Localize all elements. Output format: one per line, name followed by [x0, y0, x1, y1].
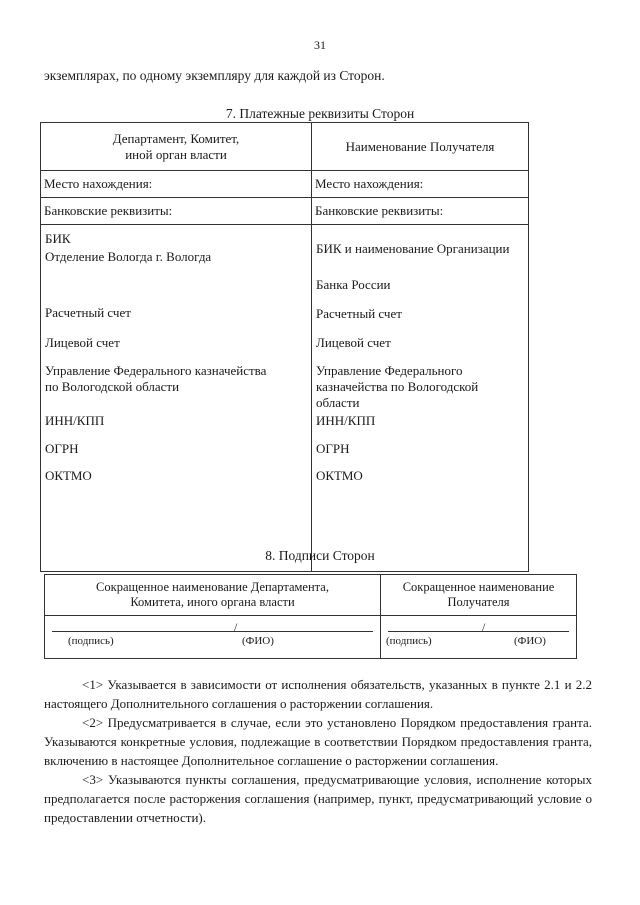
footnote-3: <3> Указываются пункты соглашения, предусматривающие условия, исполнение которых предполагается после расторжения соглашения (например, пункт, предусматривающий условие о предоставлении отчетности). [44, 772, 592, 825]
left-header-line1: Департамент, Комитет, [112, 130, 240, 146]
page-number: 31 [314, 38, 326, 52]
right-treasury-line3: области [316, 395, 360, 410]
sig-right-header-line2: Получателя [447, 595, 510, 609]
signature-left-header [45, 575, 381, 616]
left-treasury-line1: Управление Федерального казначейства [45, 363, 267, 378]
payment-left-header [41, 123, 312, 171]
right-bik-org: БИК и наименование Организации [316, 241, 510, 256]
left-account: Расчетный счет [45, 305, 131, 320]
signature-line [388, 631, 569, 632]
right-oktmo: ОКТМО [316, 468, 363, 483]
left-inn: ИНН/КПП [45, 413, 105, 428]
name-caption: (ФИО) [242, 635, 274, 647]
payment-details-table [40, 122, 529, 572]
footnote-2: <2> Предусматривается в случае, если это установлено Порядком предоставления гранта. Указываются конкретные условия, подлежащие в соответствии Порядком предоставления гранта, включению в настоящее Дополнительное соглашение о расторжении соглашения. [44, 715, 592, 768]
section-7-title: 7. Платежные реквизиты Сторон [225, 106, 415, 121]
left-header-line2: иной орган власти [125, 146, 227, 162]
right-bank-of-russia: Банка России [316, 277, 391, 292]
right-treasury-line1: Управление Федерального [316, 363, 463, 378]
right-bank-label: Банковские реквизиты: [312, 198, 529, 225]
right-ogrn: ОГРН [316, 441, 350, 456]
signature-slash: / [234, 620, 238, 634]
right-bank-details-cell [312, 225, 529, 572]
left-bank-details-cell [41, 225, 312, 572]
left-ogrn: ОГРН [45, 441, 79, 456]
left-location-label: Место нахождения: [41, 171, 312, 198]
left-oktmo: ОКТМО [45, 468, 92, 483]
carry-over-text: экземплярах, по одному экземпляру для каждой из Сторон. [44, 68, 385, 83]
right-personal-account: Лицевой счет [316, 335, 391, 350]
name-caption: (ФИО) [514, 635, 546, 647]
right-inn: ИНН/КПП [316, 413, 376, 428]
signature-left-cell [45, 616, 381, 659]
footnote-1: <1> Указывается в зависимости от исполнения обязательств, указанных в пункте 2.1 и 2.2 настоящего Дополнительного соглашения о расторжении соглашения. [44, 677, 592, 711]
left-bank-label: Банковские реквизиты: [41, 198, 312, 225]
sig-left-header-line1: Сокращенное наименование Департамента, [96, 580, 329, 594]
sig-left-header-line2: Комитета, иного органа власти [130, 595, 295, 609]
signature-caption: (подпись) [68, 635, 114, 647]
signature-caption: (подпись) [386, 635, 432, 647]
signature-line [52, 631, 373, 632]
sig-right-header-line1: Сокращенное наименование [402, 580, 555, 594]
left-personal-account: Лицевой счет [45, 335, 120, 350]
signature-right-header [381, 575, 577, 616]
payment-right-header: Наименование Получателя [312, 123, 529, 171]
right-location-label: Место нахождения: [312, 171, 529, 198]
left-bik: БИК [45, 231, 71, 246]
signature-right-cell [381, 616, 577, 659]
section-8-title: 8. Подписи Сторон [265, 548, 375, 563]
right-account: Расчетный счет [316, 306, 402, 321]
signature-slash: / [482, 620, 486, 634]
left-branch: Отделение Вологда г. Вологда [45, 249, 212, 264]
right-treasury-line2: казначейства по Вологодской [316, 379, 479, 394]
footnotes [44, 675, 592, 827]
left-treasury-line2: по Вологодской области [45, 379, 180, 394]
signatures-table [44, 574, 577, 659]
